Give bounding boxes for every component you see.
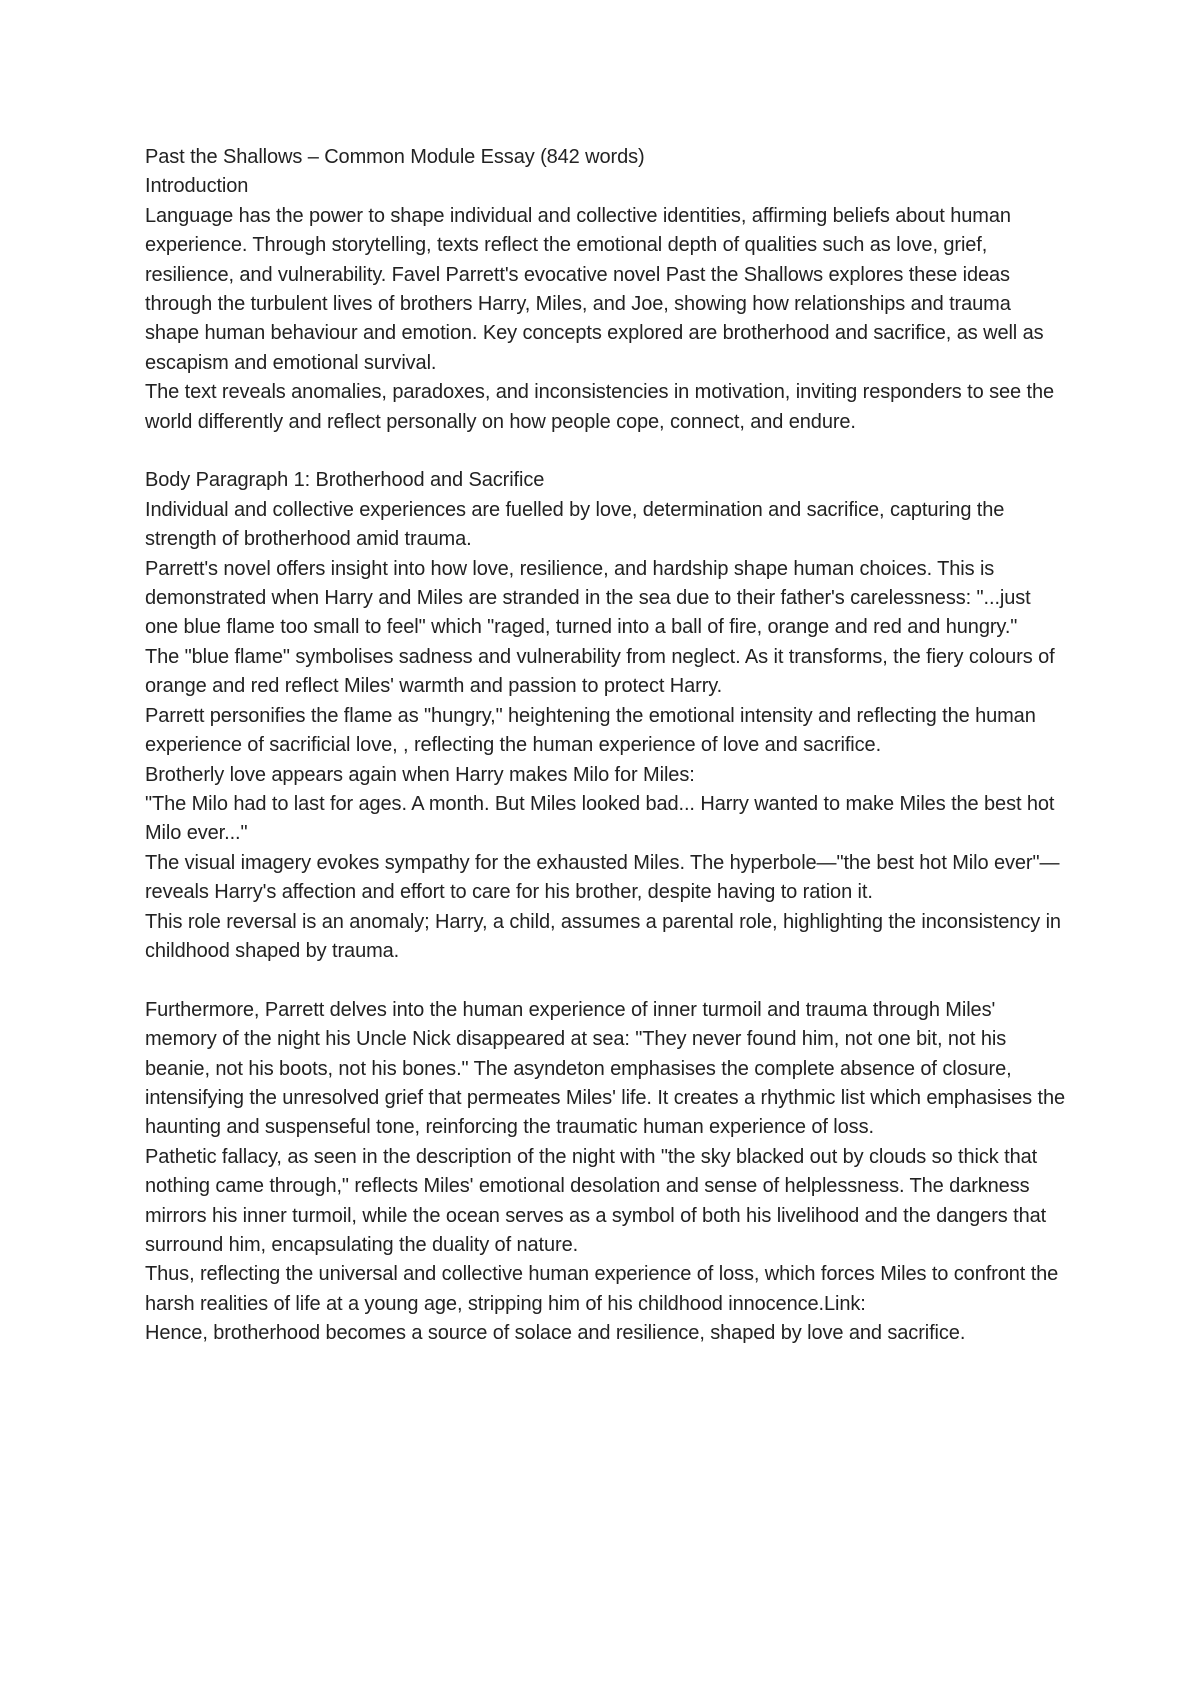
body-paragraph: Pathetic fallacy, as seen in the description of the night with "the sky blacked out by clouds so thick that nothing came through," reflects Miles' emotional desolation and sense of helplessness. The darkness mirrors his inner turmoil, while the ocean serves as a symbol of both his livelihood and the dangers that surround him, encapsulating the duality of nature.	[145, 1145, 1047, 1256]
body-paragraph: The visual imagery evokes sympathy for the exhausted Miles. The hyperbole—"the best hot Milo ever"—reveals Harry's affection and effort to care for his brother, despite having to ration it.	[145, 851, 1060, 904]
paragraph-spacer	[145, 437, 1065, 466]
body-paragraph: Hence, brotherhood becomes a source of solace and resilience, shaped by love and sacrifice.	[145, 1322, 966, 1345]
body-paragraph: This role reversal is an anomaly; Harry, a child, assumes a parental role, highlighting the inconsistency in childhood shaped by trauma.	[145, 910, 1061, 962]
body-paragraph: The "blue flame" symbolises sadness and vulnerability from neglect. As it transforms, the fiery colours of orange and red reflect Miles' warmth and passion to protect Harry.	[145, 645, 1055, 698]
body-paragraph: Parrett personifies the flame as "hungry," heightening the emotional intensity and reflecting the human experience of sacrificial love, , reflecting the human experience of love and sacrifice.	[145, 704, 1036, 757]
introduction-paragraph: The text reveals anomalies, paradoxes, and inconsistencies in motivation, inviting responders to see the world differently and reflect personally on how people cope, connect, and endure.	[145, 381, 1054, 433]
introduction-heading: Introduction	[145, 175, 249, 198]
body-paragraph: Furthermore, Parrett delves into the human experience of inner turmoil and trauma through Miles' memory of the night his Uncle Nick disappeared at sea: "They never found him, not one bit, not his beanie, not his boots, not his bones." The asyndeton emphasises the complete absence of closure, intensifying the unresolved grief that permeates Miles' life. It creates a rhythmic list which emphasises the haunting and suspenseful tone, reinforcing the traumatic human experience of loss.	[145, 998, 1066, 1139]
body-paragraph: Parrett's novel offers insight into how love, resilience, and hardship shape human choices. This is demonstrated when Harry and Miles are stranded in the sea due to their father's carelessness: "...just one blue flame too small to feel" which "raged, turned into a ball of fire, orange and red and hungry."	[145, 557, 1031, 639]
essay-title: Past the Shallows – Common Module Essay (842 words)	[145, 146, 645, 168]
body-paragraph: "The Milo had to last for ages. A month. But Miles looked bad... Harry wanted to make Miles the best hot Milo ever..."	[145, 792, 1055, 845]
body-paragraph: Brotherly love appears again when Harry makes Milo for Miles:	[145, 763, 695, 786]
paragraph-spacer	[145, 966, 1065, 995]
body-paragraph: Thus, reflecting the universal and collective human experience of loss, which forces Miles to confront the harsh realities of life at a young age, stripping him of his childhood innocence.Link:	[145, 1263, 1059, 1315]
body-paragraph: Individual and collective experiences are fuelled by love, determination and sacrifice, capturing the strength of brotherhood amid trauma.	[145, 498, 1005, 551]
introduction-paragraph: Language has the power to shape individual and collective identities, affirming beliefs about human experience. Through storytelling, texts reflect the emotional depth of qualities such as love, grief, resilience, and vulnerability. Favel Parrett's evocative novel Past the Shallows explores these ideas through the turbulent lives of brothers Harry, Miles, and Joe, showing how relationships and trauma shape human behaviour and emotion. Key concepts explored are brotherhood and sacrifice, as well as escapism and emotional survival.	[145, 204, 1044, 374]
body-paragraph-heading: Body Paragraph 1: Brotherhood and Sacrifice	[145, 469, 545, 492]
essay-body	[145, 143, 1065, 1349]
